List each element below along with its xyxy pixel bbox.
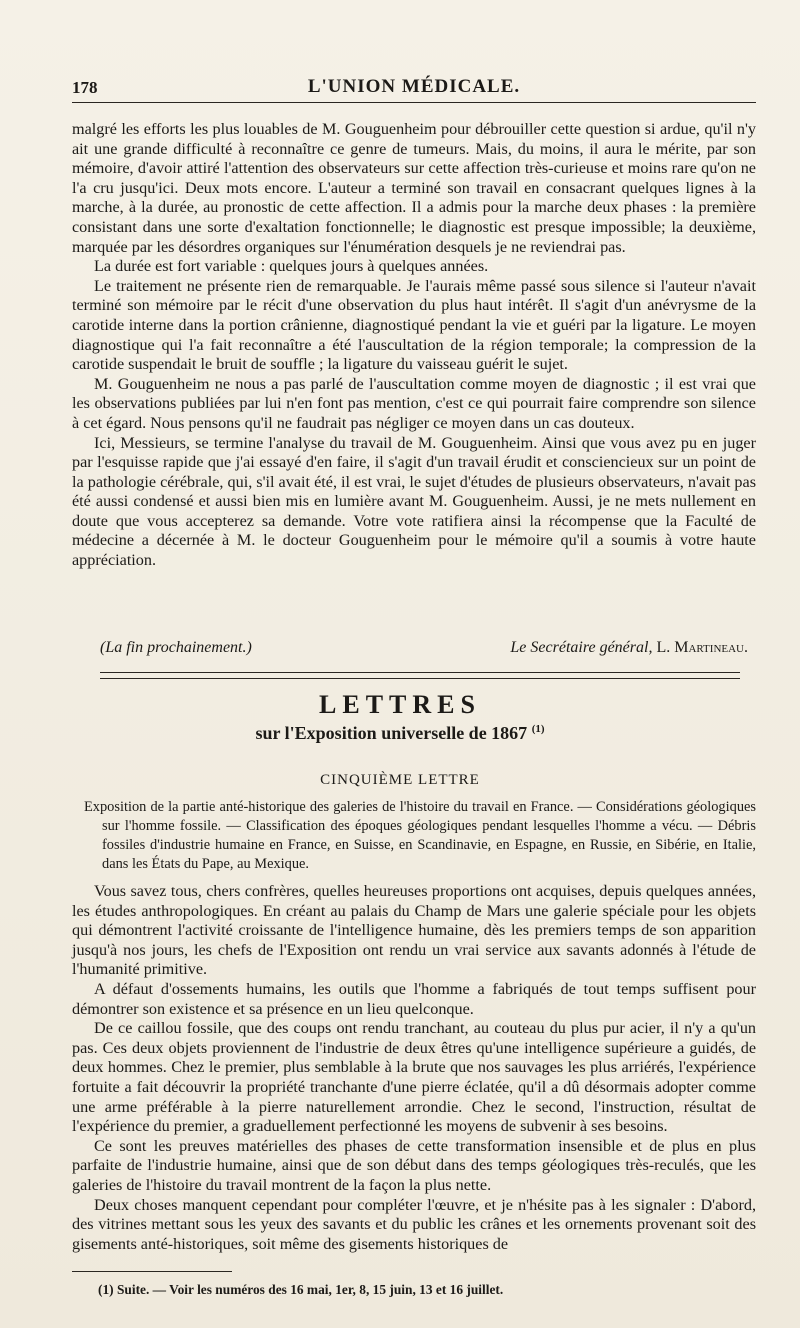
letter-paragraph-1: Vous savez tous, chers confrères, quelles heureuses proportions ont acquises, depuis quelques années, les études anthropologiques. En créant au palais du Champ de Mars une galerie spéciale pour les objets qui démontrent l'activité croissante de l'intelligence humaine, dès les premiers temps de son apparition jusqu'à nos jours, les chefs de l'Exposition ont rendu un vrai service aux savants adonnés à l'étude de l'humanité primitive. (72, 882, 756, 979)
letter-paragraph-2: A défaut d'ossements humains, les outils que l'homme a fabriqués de tout temps suffisent pour démontrer son existence et sa présence en un lieu quelconque. (72, 979, 756, 1018)
page-number: 178 (72, 78, 98, 97)
journal-title: L'UNION MÉDICALE. (307, 76, 521, 97)
article-subtitle (0, 723, 800, 744)
paragraph-3: Le traitement ne présente rien de remarquable. Je l'aurais même passé sous silence si l'auteur n'avait terminé son mémoire par le récit d'une observation du plus haut intérêt. Il s'agit d'un anévrysme de la carotide interne dans la portion crânienne, diagnostiqué pendant la vie et guéri par la ligature. Le moyen diagnostique qui l'a fait reconnaître a été l'auscultation de la région temporale; la compression de la carotide suspendait le bruit de souffle ; la ligature du vaisseau guérit le sujet. (72, 276, 756, 374)
section-divider (100, 672, 740, 679)
report-text-block (72, 120, 756, 571)
letter-paragraph-4: Ce sont les preuves matérielles des phases de cette transformation insensible et de plus en plus parfaite de l'industrie humaine, ainsi que de son début dans des temps géologiques très-reculés, que les galeries de l'histoire du travail montrent de la façon la plus nette. (72, 1136, 756, 1194)
footnote-mark: (1) (531, 723, 545, 735)
paragraph-5: Ici, Messieurs, se termine l'analyse du travail de M. Gouguenheim. Ainsi que vous avez pu en juger par l'esquisse rapide que j'ai essayé d'en faire, il s'agit d'un travail érudit et consciencieux sur un point de la pathologie cérébrale, qui, s'il avait été, il est vrai, le sujet d'études de plusieurs observateurs, n'avait pas été aussi condensé et aussi bien mis en lumière avant M. Gouguenheim. Aussi, je ne mets nullement en doute que vous accepterez sa demande. Votre vote ratifiera ainsi la récompense que la Faculté de médecine a décernée à M. le docteur Gouguenheim pour le mémoire qu'il a soumis à votre haute appréciation. (72, 433, 756, 570)
article-subtitle-text: sur l'Exposition universelle de 1867 (255, 723, 528, 743)
paragraph-2: La durée est fort variable : quelques jours à quelques années. (94, 257, 489, 276)
signatory-name: L. Martineau. (656, 639, 748, 656)
letter-paragraph-3: De ce caillou fossile, que des coups ont rendu tranchant, au couteau du plus pur acier, il n'y a qu'un pas. Ces deux objets proviennent de l'industrie de deux êtres qu'une intelligence supérieure a guidés, de deux hommes. Chez le premier, plus semblable à la brute que nos sauvages les plus arriérés, l'expérience fortuite a fait découvrir la propriété tranchante d'une pierre éclatée, qu'il a dû désormais adopter comme une arme préférable à la pierre naturellement arrondie. Chez le second, l'instruction, résultat de l'expérience du premier, a graduellement perfectionné les moyens de subvenir à ses besoins. (72, 1019, 756, 1136)
signatory-role: Le Secrétaire général, (510, 639, 653, 656)
signature-line (78, 639, 748, 661)
letter-paragraph-5: Deux choses manquent cependant pour compléter l'œuvre, et je n'hésite pas à les signaler : D'abord, des vitrines mettant sous les yeux des savants et du public les crânes et les ornements provenant soit des gisements anté-historiques, soit même des gisements historiques de (72, 1195, 756, 1253)
article-title: LETTRES (319, 690, 481, 719)
running-header (72, 76, 756, 103)
letter-summary: Exposition de la partie anté-historique des galeries de l'histoire du travail en France. — Considérations géologiques sur l'homme fossile. — Classification des époques géologiques pendant lesquelles l'homme a vécu. — Débris fossiles d'industrie humaine en France, en Suisse, en Scandinavie, en Espagne, en Russie, en Sibérie, en Italie, dans les États du Pape, au Mexique. (84, 799, 756, 872)
letter-number: CINQUIÈME LETTRE (320, 772, 480, 788)
paragraph-4: M. Gouguenheim ne nous a pas parlé de l'auscultation comme moyen de diagnostic ; il est vrai que les observations publiées par lui n'en font pas mention, c'est ce qui pourrait faire comprendre son silence à cet égard. Nous pensons qu'il ne faudrait pas négliger ce moyen dans un cas douteux. (72, 374, 756, 432)
continuation-note: (La fin prochainement.) (100, 639, 252, 656)
footnote-divider (72, 1271, 232, 1272)
paragraph-1: malgré les efforts les plus louables de M. Gouguenheim pour débrouiller cette question si ardue, qu'il n'y ait une grande difficulté à reconnaître ce genre de tumeurs. Mais, du moins, il aura le mérite, par son mémoire, d'avoir attiré l'attention des observateurs sur cette affection très-curieuse et moins rare qu'on ne l'a cru jusqu'ici. Deux mots encore. L'auteur a terminé son travail en consacrant quelques lignes à la marche, à la durée, au pronostic de cette affection. Il a admis pour la marche deux phases : la première consistant dans une sorte d'exaltation fonctionnelle; le diagnostic est presque impossible; la deuxième, marquée par les désordres organiques sur l'énumération desquels je ne reviendrai pas. (72, 120, 756, 256)
signatory (510, 639, 748, 657)
footnote: (1) Suite. — Voir les numéros des 16 mai, 1er, 8, 15 juin, 13 et 16 juillet. (98, 1282, 504, 1297)
letter-text-block (72, 882, 756, 1254)
